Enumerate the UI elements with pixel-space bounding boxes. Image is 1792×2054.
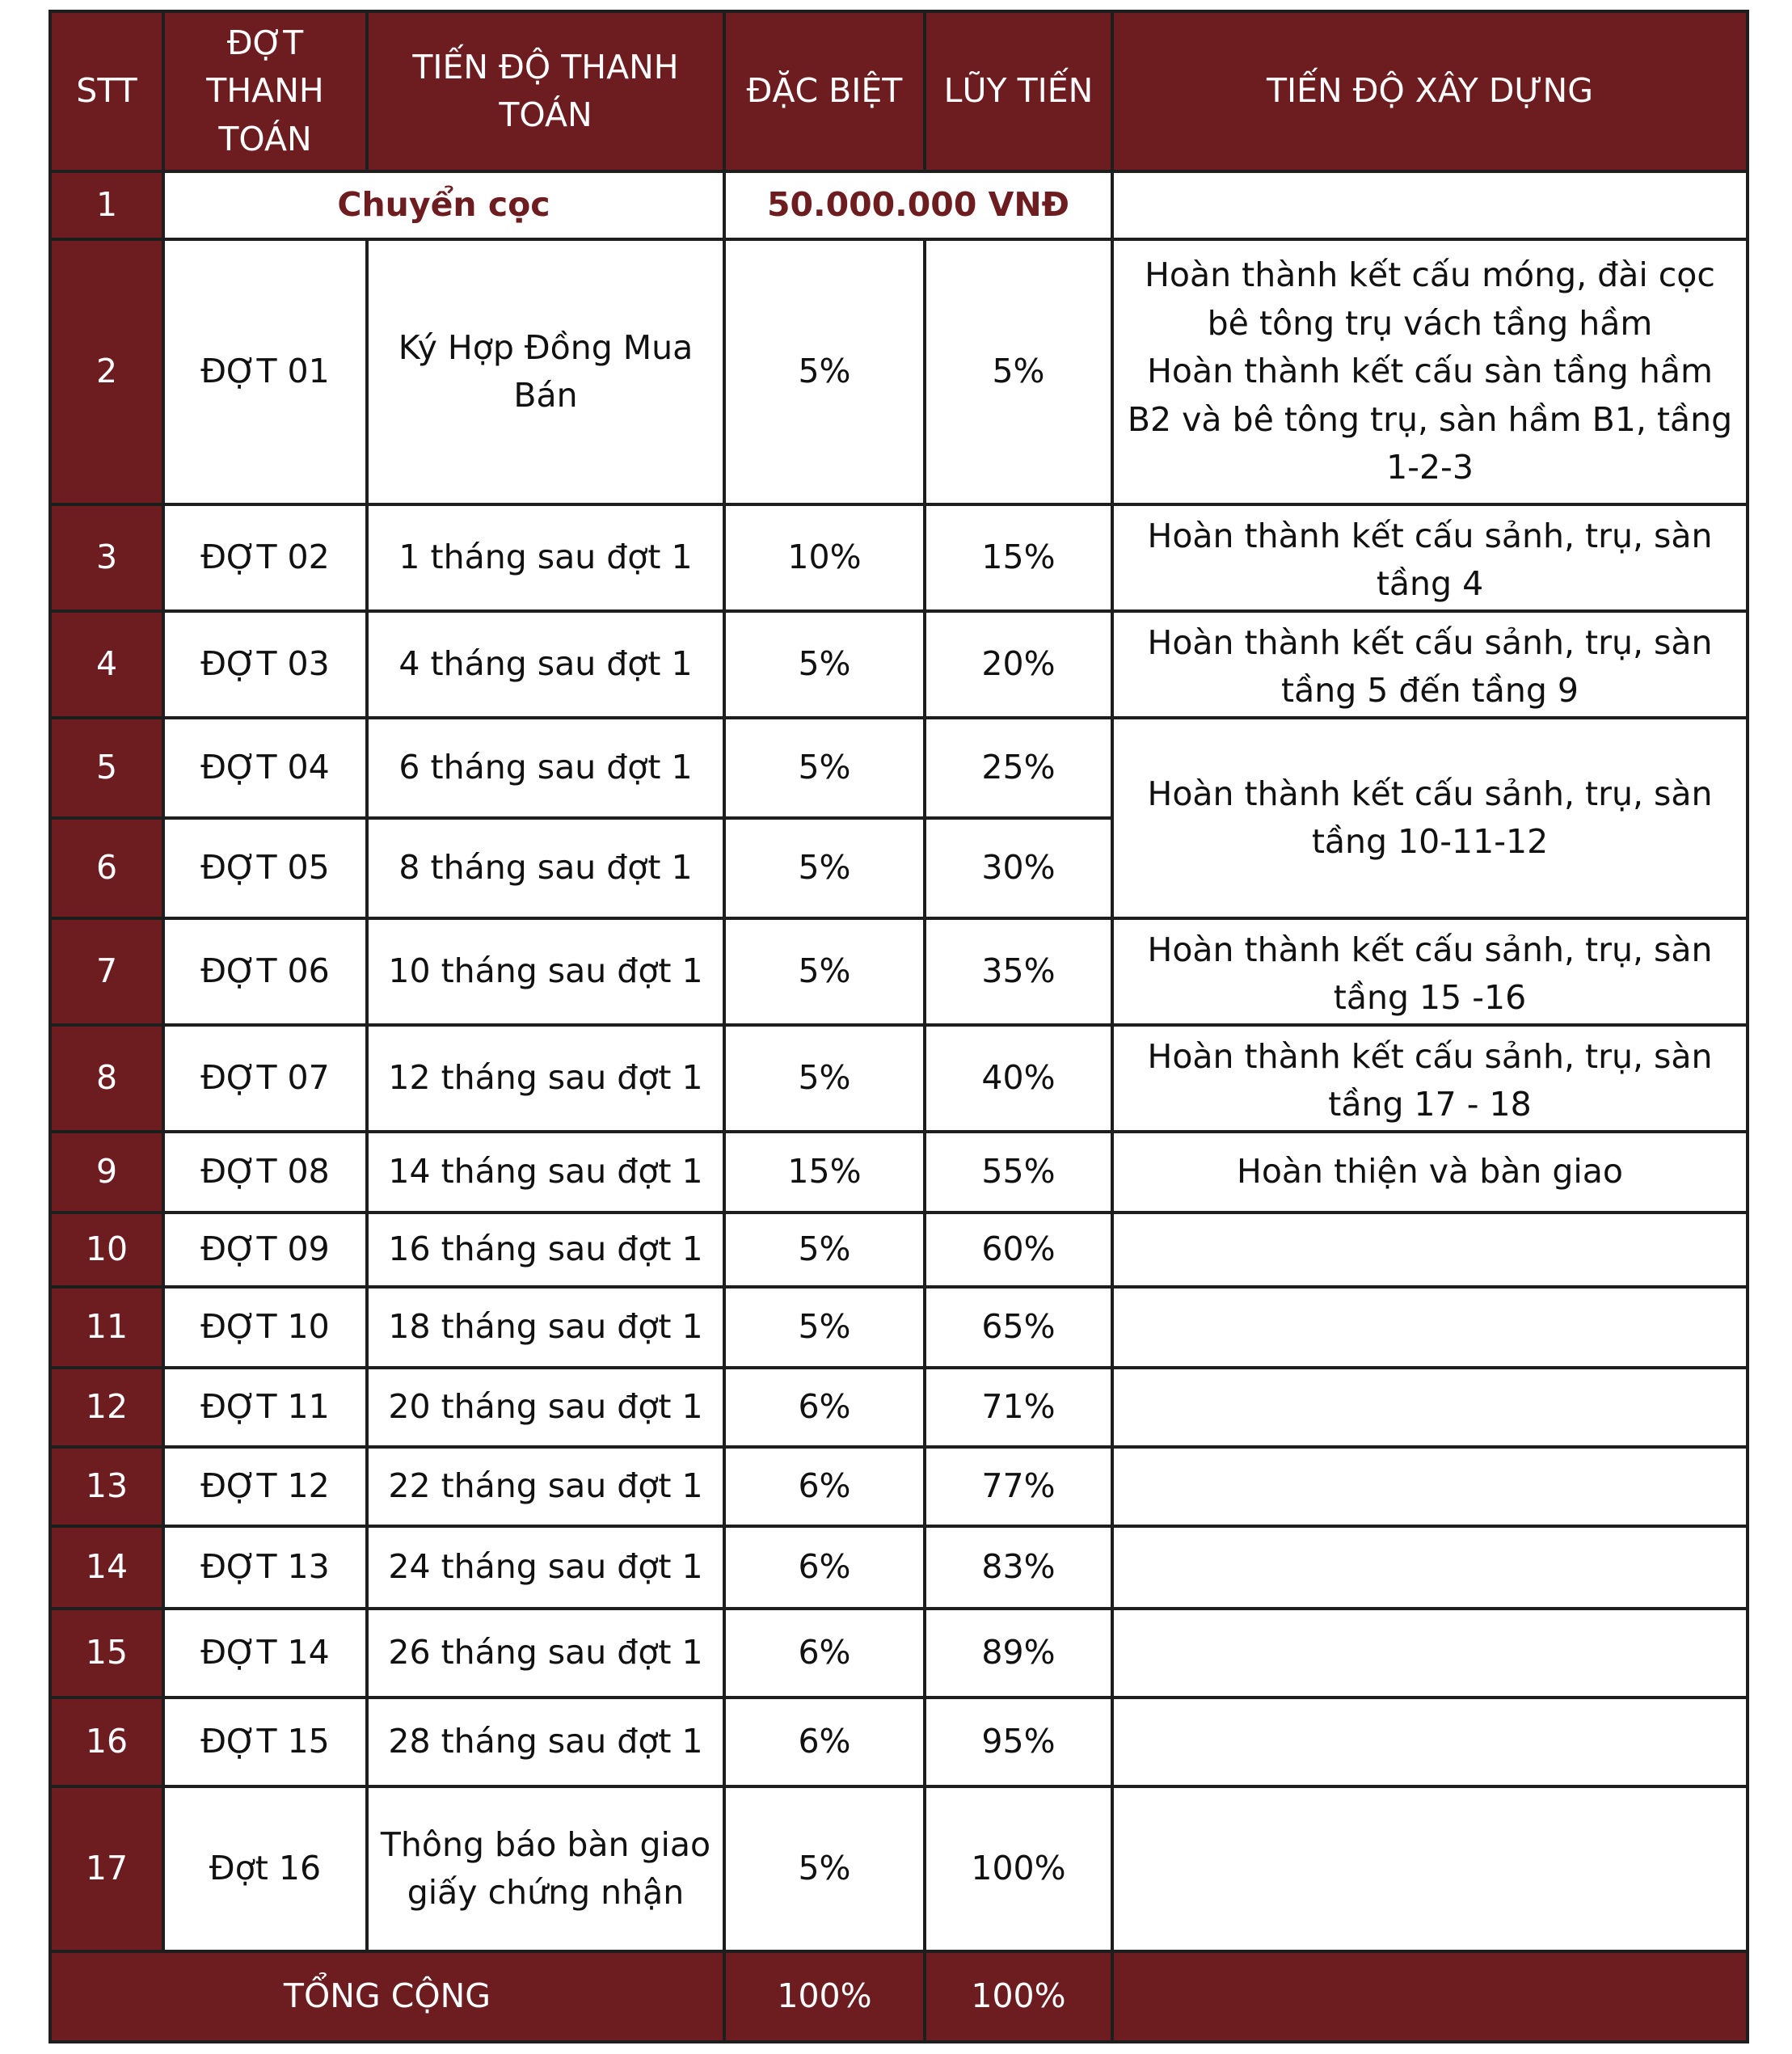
row-luy-tien: 15% — [925, 504, 1112, 611]
total-construction-empty — [1112, 1951, 1748, 2042]
row-luy-tien: 55% — [925, 1132, 1112, 1213]
payment-schedule-table — [48, 10, 1749, 2043]
row-stt: 6 — [50, 818, 163, 918]
construction-cell: Hoàn thành kết cấu sảnh, trụ, sàn tầng 17 - 18 — [1112, 1025, 1748, 1132]
row-luy-tien: 5% — [925, 239, 1112, 504]
row-tien-do: 10 tháng sau đợt 1 — [367, 918, 724, 1025]
table-row — [50, 1025, 1748, 1132]
construction-cell-empty — [1112, 171, 1748, 239]
row-dot: ĐỢT 02 — [163, 504, 367, 611]
row-stt: 4 — [50, 611, 163, 718]
row-tien-do: 22 tháng sau đợt 1 — [367, 1447, 724, 1526]
row-dot: ĐỢT 04 — [163, 718, 367, 818]
table-row — [50, 1447, 1748, 1526]
row-tien-do: 1 tháng sau đợt 1 — [367, 504, 724, 611]
construction-cell-empty — [1112, 1786, 1748, 1951]
row-dot: ĐỢT 09 — [163, 1213, 367, 1287]
table-row — [50, 611, 1748, 718]
row-stt: 11 — [50, 1287, 163, 1368]
row-dot: ĐỢT 03 — [163, 611, 367, 718]
row-tien-do: 16 tháng sau đợt 1 — [367, 1213, 724, 1287]
construction-cell-empty — [1112, 1213, 1748, 1287]
row-tien-do: 6 tháng sau đợt 1 — [367, 718, 724, 818]
table-row — [50, 1526, 1748, 1609]
row-tien-do: Thông báo bàn giao giấy chứng nhận — [367, 1786, 724, 1951]
row-dac-biet: 5% — [724, 1213, 925, 1287]
row-dot: ĐỢT 11 — [163, 1368, 367, 1447]
row-dac-biet: 10% — [724, 504, 925, 611]
row-dot: ĐỢT 12 — [163, 1447, 367, 1526]
construction-cell-empty — [1112, 1447, 1748, 1526]
row-stt: 3 — [50, 504, 163, 611]
table-header-row — [50, 11, 1748, 171]
construction-cell: Hoàn thành kết cấu sảnh, trụ, sàn tầng 5 đến tầng 9 — [1112, 611, 1748, 718]
deposit-label: Chuyển cọc — [163, 171, 724, 239]
construction-cell-empty — [1112, 1368, 1748, 1447]
table-row — [50, 1132, 1748, 1213]
construction-cell-empty — [1112, 1698, 1748, 1786]
row-tien-do: 12 tháng sau đợt 1 — [367, 1025, 724, 1132]
row-tien-do: 26 tháng sau đợt 1 — [367, 1609, 724, 1698]
construction-cell-empty — [1112, 1609, 1748, 1698]
row-dot: ĐỢT 10 — [163, 1287, 367, 1368]
row-luy-tien: 100% — [925, 1786, 1112, 1951]
total-label: TỔNG CỘNG — [50, 1951, 724, 2042]
row-dot: ĐỢT 13 — [163, 1526, 367, 1609]
row-dac-biet: 6% — [724, 1368, 925, 1447]
row-stt: 5 — [50, 718, 163, 818]
row-luy-tien: 40% — [925, 1025, 1112, 1132]
total-dac-biet: 100% — [724, 1951, 925, 2042]
row-luy-tien: 71% — [925, 1368, 1112, 1447]
row-dac-biet: 5% — [724, 611, 925, 718]
row-dac-biet: 15% — [724, 1132, 925, 1213]
total-luy-tien: 100% — [925, 1951, 1112, 2042]
table-row-deposit — [50, 171, 1748, 239]
construction-cell: Hoàn thành kết cấu sảnh, trụ, sàn tầng 15 -16 — [1112, 918, 1748, 1025]
row-tien-do: Ký Hợp Đồng Mua Bán — [367, 239, 724, 504]
table-row — [50, 1287, 1748, 1368]
row-dot: ĐỢT 08 — [163, 1132, 367, 1213]
construction-cell-empty — [1112, 1526, 1748, 1609]
construction-cell: Hoàn thiện và bàn giao — [1112, 1132, 1748, 1213]
construction-cell: Hoàn thành kết cấu sảnh, trụ, sàn tầng 10-11-12 — [1112, 718, 1748, 918]
row-dac-biet: 5% — [724, 1025, 925, 1132]
row-luy-tien: 60% — [925, 1213, 1112, 1287]
deposit-amount: 50.000.000 VNĐ — [724, 171, 1112, 239]
row-luy-tien: 25% — [925, 718, 1112, 818]
row-dac-biet: 5% — [724, 1287, 925, 1368]
row-luy-tien: 77% — [925, 1447, 1112, 1526]
row-dot: ĐỢT 06 — [163, 918, 367, 1025]
row-luy-tien: 83% — [925, 1526, 1112, 1609]
row-dac-biet: 5% — [724, 1786, 925, 1951]
construction-cell-empty — [1112, 1287, 1748, 1368]
table-row — [50, 1368, 1748, 1447]
total-row — [50, 1951, 1748, 2042]
table-row — [50, 239, 1748, 504]
row-dac-biet: 6% — [724, 1698, 925, 1786]
row-tien-do: 24 tháng sau đợt 1 — [367, 1526, 724, 1609]
table-row — [50, 1698, 1748, 1786]
row-dot: ĐỢT 15 — [163, 1698, 367, 1786]
row-luy-tien: 95% — [925, 1698, 1112, 1786]
row-dac-biet: 6% — [724, 1526, 925, 1609]
row-dot: Đợt 16 — [163, 1786, 367, 1951]
table-row — [50, 1786, 1748, 1951]
row-tien-do: 4 tháng sau đợt 1 — [367, 611, 724, 718]
row-stt: 16 — [50, 1698, 163, 1786]
header-dot-thanh-toan: ĐỢT THANH TOÁN — [163, 11, 367, 171]
row-luy-tien: 20% — [925, 611, 1112, 718]
construction-line: Hoàn thành kết cấu móng, đài cọc bê tông trụ vách tầng hầm — [1145, 255, 1715, 343]
row-dac-biet: 5% — [724, 239, 925, 504]
row-tien-do: 8 tháng sau đợt 1 — [367, 818, 724, 918]
row-stt: 15 — [50, 1609, 163, 1698]
row-stt: 12 — [50, 1368, 163, 1447]
table-row — [50, 1609, 1748, 1698]
row-dac-biet: 5% — [724, 818, 925, 918]
row-dac-biet: 5% — [724, 918, 925, 1025]
row-stt: 17 — [50, 1786, 163, 1951]
table-row — [50, 1213, 1748, 1287]
row-dot: ĐỢT 07 — [163, 1025, 367, 1132]
row-tien-do: 28 tháng sau đợt 1 — [367, 1698, 724, 1786]
row-dac-biet: 5% — [724, 718, 925, 818]
row-stt: 7 — [50, 918, 163, 1025]
row-dot: ĐỢT 05 — [163, 818, 367, 918]
row-tien-do: 20 tháng sau đợt 1 — [367, 1368, 724, 1447]
row-dac-biet: 6% — [724, 1609, 925, 1698]
row-dot: ĐỢT 14 — [163, 1609, 367, 1698]
row-stt: 1 — [50, 171, 163, 239]
table-row — [50, 718, 1748, 818]
header-tien-do-xay-dung: TIẾN ĐỘ XÂY DỰNG — [1112, 11, 1748, 171]
table-row — [50, 918, 1748, 1025]
row-stt: 8 — [50, 1025, 163, 1132]
row-luy-tien: 30% — [925, 818, 1112, 918]
row-dac-biet: 6% — [724, 1447, 925, 1526]
row-tien-do: 18 tháng sau đợt 1 — [367, 1287, 724, 1368]
header-dac-biet: ĐẶC BIỆT — [724, 11, 925, 171]
construction-line: Hoàn thành kết cấu sàn tầng hầm B2 và bê tông trụ, sàn hầm B1, tầng 1-2-3 — [1127, 352, 1733, 487]
row-luy-tien: 89% — [925, 1609, 1112, 1698]
row-stt: 9 — [50, 1132, 163, 1213]
header-stt: STT — [50, 11, 163, 171]
row-stt: 10 — [50, 1213, 163, 1287]
row-luy-tien: 35% — [925, 918, 1112, 1025]
table-row — [50, 504, 1748, 611]
row-stt: 13 — [50, 1447, 163, 1526]
header-luy-tien: LŨY TIẾN — [925, 11, 1112, 171]
row-luy-tien: 65% — [925, 1287, 1112, 1368]
construction-cell: Hoàn thành kết cấu sảnh, trụ, sàn tầng 4 — [1112, 504, 1748, 611]
header-tien-do-thanh-toan: TIẾN ĐỘ THANH TOÁN — [367, 11, 724, 171]
construction-cell — [1112, 239, 1748, 504]
row-stt: 14 — [50, 1526, 163, 1609]
row-tien-do: 14 tháng sau đợt 1 — [367, 1132, 724, 1213]
row-stt: 2 — [50, 239, 163, 504]
row-dot: ĐỢT 01 — [163, 239, 367, 504]
